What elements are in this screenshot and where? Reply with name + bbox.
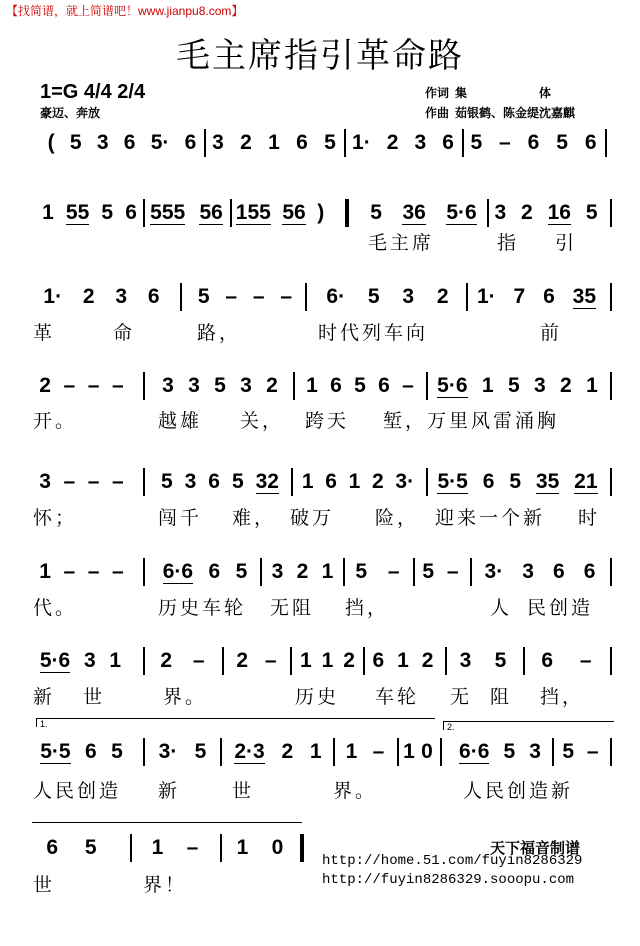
lyric: 人	[490, 598, 513, 619]
barline	[610, 372, 612, 400]
note: 1	[481, 374, 494, 397]
lyric: 越雄	[158, 411, 203, 432]
footer-url-2[interactable]: http://fuyin8286329.sooopu.com	[322, 872, 575, 888]
volta-1-label: 1.	[40, 719, 48, 729]
note: 5	[69, 131, 82, 154]
measure	[33, 739, 130, 765]
measure	[265, 559, 340, 585]
note: –	[186, 836, 199, 859]
note: 6	[553, 560, 565, 583]
note: 2	[296, 560, 309, 583]
note: 5·5	[437, 469, 468, 493]
note: 6	[125, 201, 137, 224]
note: 6	[482, 470, 495, 493]
lyric: 险，	[375, 508, 420, 529]
lyric: 前	[540, 323, 563, 344]
note: 2	[160, 649, 173, 672]
note: 2	[386, 131, 399, 154]
note: 3	[115, 285, 128, 308]
note: 3	[212, 131, 224, 154]
lyric: 历史车轮	[158, 598, 247, 619]
note: 5	[111, 740, 123, 763]
note: –	[112, 560, 124, 583]
lyric: 界。	[163, 687, 208, 708]
note: 555	[150, 200, 186, 224]
note: 1	[321, 649, 334, 672]
measure	[228, 648, 285, 674]
barline	[143, 372, 145, 400]
footer-brand: 天下福音制谱	[490, 840, 581, 857]
lyric: 破万	[290, 508, 335, 529]
note: –	[387, 560, 400, 583]
note: 6	[527, 131, 540, 154]
note: 5	[194, 740, 207, 763]
note: 1	[151, 836, 164, 859]
note: 1	[397, 649, 409, 672]
note: 56	[199, 200, 223, 224]
lyric: 毛主席	[368, 233, 435, 254]
note: 3	[533, 374, 546, 397]
key-signature: 1=G 4/4 2/4	[40, 81, 146, 103]
barline	[305, 283, 307, 311]
note: 16	[547, 200, 571, 224]
lyric: 难，	[232, 508, 277, 529]
volta-2-label: 2.	[447, 722, 455, 732]
note: 6	[541, 649, 554, 672]
lyric: 无	[450, 687, 473, 708]
note: 5	[470, 131, 483, 154]
note: 6	[184, 131, 197, 154]
measure	[315, 284, 460, 310]
measure	[33, 284, 170, 310]
lyric: 怀；	[33, 508, 78, 529]
lyric: 民创造	[527, 598, 594, 619]
note: –	[264, 649, 277, 672]
note: 5·6	[446, 200, 477, 224]
note: 6	[378, 374, 390, 397]
lyric: 引	[555, 233, 578, 254]
barline	[413, 558, 415, 586]
note: 3	[240, 374, 252, 397]
repeat-start-barline	[345, 199, 349, 227]
note: 6	[442, 131, 454, 154]
lyric: 历史	[295, 687, 340, 708]
volta-2-continuation	[32, 822, 302, 823]
note: 3	[96, 131, 109, 154]
note: –	[87, 470, 100, 493]
site-banner[interactable]: 【找简谱，就上简谱吧！www.jianpu8.com】	[6, 4, 244, 18]
barline	[363, 647, 365, 675]
measure	[360, 200, 487, 226]
note: –	[372, 740, 385, 763]
measure	[226, 739, 330, 765]
note: 1	[321, 560, 334, 583]
measure	[33, 559, 130, 585]
measure	[366, 648, 440, 674]
note: 5	[585, 201, 598, 224]
barline	[143, 738, 145, 766]
note: 35	[535, 469, 560, 493]
note: 6	[296, 131, 308, 154]
volta-1	[36, 718, 435, 727]
note: (	[47, 131, 55, 154]
note: –	[402, 374, 414, 397]
lyric: 世	[83, 687, 106, 708]
measure	[143, 200, 230, 226]
note: 35	[572, 284, 597, 308]
barline	[426, 372, 428, 400]
note: 5	[507, 374, 520, 397]
lyric: 人民创造新	[463, 781, 574, 802]
measure	[462, 130, 605, 156]
note: 6	[325, 470, 337, 493]
note: 7	[513, 285, 526, 308]
note: 5	[556, 131, 568, 154]
note: 6	[543, 285, 555, 308]
barline	[333, 738, 335, 766]
note: 3	[39, 470, 51, 493]
note: 2	[436, 285, 449, 308]
note: 3	[459, 649, 472, 672]
note: 0	[271, 836, 284, 859]
composer: 茹银鹤、陈金缇沈嘉麒	[455, 106, 576, 120]
note: 5	[494, 649, 507, 672]
note: 5	[354, 374, 366, 397]
lyric: 界！	[143, 875, 188, 896]
note: 0	[421, 740, 433, 763]
song-title: 毛主席指引革命路	[176, 37, 464, 75]
note: 1	[109, 649, 122, 672]
measure	[416, 559, 465, 585]
note: –	[87, 374, 100, 397]
note: –	[499, 131, 511, 154]
note: 2	[372, 470, 384, 493]
barline	[440, 738, 442, 766]
note: 5	[231, 470, 244, 493]
note: –	[112, 470, 124, 493]
measure	[150, 739, 215, 765]
note: 5	[370, 201, 382, 224]
lyric: 世	[33, 875, 56, 896]
note: 3	[402, 285, 415, 308]
note: 5·6	[39, 648, 71, 672]
note: 2	[82, 285, 95, 308]
barline	[130, 834, 132, 862]
note: 3·	[484, 560, 504, 583]
note: 5	[562, 740, 575, 763]
note: –	[192, 649, 205, 672]
note: 2	[421, 649, 434, 672]
measure	[155, 469, 285, 495]
lyric: 车轮	[375, 687, 420, 708]
note: –	[112, 374, 124, 397]
measure	[296, 469, 420, 495]
footer-url-1[interactable]: http://home.51.com/fuyin8286329	[322, 853, 583, 869]
lyric: 阻	[490, 687, 513, 708]
note: 1	[306, 374, 318, 397]
note: 6	[123, 131, 136, 154]
note: 3	[494, 201, 507, 224]
note: 5	[324, 131, 336, 154]
note: 5·6	[437, 373, 468, 397]
measure	[155, 373, 285, 399]
barline	[487, 199, 489, 227]
measure	[344, 130, 462, 156]
note: 56	[282, 200, 306, 224]
measure	[150, 648, 215, 674]
note: –	[280, 285, 293, 308]
note: 1	[299, 649, 312, 672]
measure	[475, 559, 605, 585]
barline	[610, 199, 612, 227]
volta-2	[443, 721, 614, 730]
note: 3	[188, 374, 200, 397]
note: 5	[503, 740, 516, 763]
note: 3	[184, 470, 197, 493]
note: –	[63, 470, 76, 493]
note: 6·6	[162, 559, 194, 583]
measure	[33, 835, 110, 861]
note: 6	[46, 836, 59, 859]
barline	[260, 558, 262, 586]
note: 3	[83, 649, 96, 672]
lyric: 时代列车向	[318, 323, 429, 344]
note: –	[63, 374, 76, 397]
measure	[338, 739, 392, 765]
note: 6·6	[459, 739, 490, 763]
barline	[445, 647, 447, 675]
lyric: 命	[113, 323, 136, 344]
measure	[33, 373, 130, 399]
lyric: 路，	[197, 323, 242, 344]
note: 1	[309, 740, 322, 763]
note: 6	[208, 560, 221, 583]
note: 3	[529, 740, 541, 763]
note: 2	[560, 374, 572, 397]
lyric: 挡，	[345, 598, 390, 619]
barline	[466, 283, 468, 311]
note: 21	[574, 469, 598, 493]
lyricist: 集 体	[455, 86, 552, 100]
note: 1	[348, 470, 361, 493]
measure	[140, 835, 210, 861]
barline	[343, 558, 345, 586]
note: 2	[343, 649, 355, 672]
note: 5·5	[40, 739, 71, 763]
barline	[610, 283, 612, 311]
lyric: 指	[497, 233, 520, 254]
note: )	[317, 201, 325, 224]
measure	[33, 648, 128, 674]
note: 6	[330, 374, 342, 397]
note: 6	[372, 649, 385, 672]
barline	[143, 558, 145, 586]
barline	[290, 647, 292, 675]
barline	[552, 738, 554, 766]
barline	[426, 468, 428, 496]
note: 1·	[352, 131, 371, 154]
lyric: 闯千	[158, 508, 203, 529]
lyric: 关，	[240, 411, 285, 432]
measure	[33, 469, 130, 495]
barline	[610, 468, 612, 496]
measure	[230, 200, 330, 226]
barline	[610, 558, 612, 586]
note: 6	[147, 285, 160, 308]
note: 1	[345, 740, 358, 763]
lyric: 人民创造	[33, 781, 122, 802]
lyric: 无阻	[270, 598, 315, 619]
note: 5	[422, 560, 435, 583]
note: 5	[101, 201, 114, 224]
barline	[470, 558, 472, 586]
lyric: 革	[33, 323, 56, 344]
barline	[610, 647, 612, 675]
note: –	[63, 560, 76, 583]
measure	[204, 130, 344, 156]
note: 5	[84, 836, 97, 859]
lyric: 开。	[33, 411, 78, 432]
measure	[487, 200, 605, 226]
note: 55	[65, 200, 90, 224]
measure	[468, 284, 605, 310]
barline	[180, 283, 182, 311]
lyric: 世	[232, 781, 255, 802]
note: 2	[240, 131, 252, 154]
measure	[225, 835, 295, 861]
note: 1	[236, 836, 249, 859]
lyric: 新	[158, 781, 181, 802]
note: 5	[509, 470, 521, 493]
barline	[344, 129, 346, 157]
measure	[190, 284, 300, 310]
measure	[155, 559, 255, 585]
note: 32	[255, 469, 279, 493]
measure	[300, 373, 420, 399]
note: 2	[39, 374, 51, 397]
note: 5	[235, 560, 248, 583]
note: –	[579, 649, 592, 672]
note: 5	[367, 285, 380, 308]
note: 2	[281, 740, 294, 763]
measure	[295, 648, 360, 674]
note: 3·	[158, 740, 178, 763]
measure	[556, 739, 605, 765]
lyric: 挡，	[540, 687, 585, 708]
note: 1	[403, 740, 415, 763]
note: 6·	[326, 285, 346, 308]
barline	[397, 738, 399, 766]
lyric: 时	[578, 508, 601, 529]
note: 2	[521, 201, 533, 224]
note: 6	[583, 560, 596, 583]
note: 6	[584, 131, 597, 154]
note: –	[252, 285, 265, 308]
barline	[230, 199, 232, 227]
barline	[291, 468, 293, 496]
note: 1	[39, 560, 51, 583]
note: 5·	[150, 131, 170, 154]
note: 3·	[395, 470, 415, 493]
note: 3	[162, 374, 174, 397]
lyric: 新	[33, 687, 56, 708]
measure	[400, 739, 436, 765]
note: 6	[208, 470, 220, 493]
note: 5	[214, 374, 226, 397]
barline	[143, 199, 145, 227]
note: –	[225, 285, 238, 308]
note: 2	[236, 649, 249, 672]
lyricist-label: 作词	[425, 86, 450, 100]
measure	[430, 373, 605, 399]
note: 3	[414, 131, 427, 154]
note: 2·3	[234, 739, 265, 763]
note: –	[87, 560, 100, 583]
note: 1	[42, 201, 54, 224]
lyric: 迎来一个新	[435, 508, 546, 529]
lyric: 跨天	[305, 411, 350, 432]
measure	[528, 648, 605, 674]
note: 36	[402, 200, 426, 224]
note: 1	[301, 470, 314, 493]
note: 3	[271, 560, 284, 583]
composer-label: 作曲	[425, 106, 450, 120]
note: 5	[355, 560, 368, 583]
barline	[143, 647, 145, 675]
lyric: 堑，万里风雷涌胸	[383, 411, 560, 432]
barline	[523, 647, 525, 675]
note: 1·	[476, 285, 496, 308]
note: 5	[160, 470, 173, 493]
note: 2	[266, 374, 278, 397]
barline	[220, 834, 222, 862]
note: 5	[197, 285, 210, 308]
note: 6	[84, 740, 97, 763]
lyric: 代。	[33, 598, 78, 619]
measure	[452, 739, 548, 765]
final-barline	[300, 834, 304, 862]
note: 155	[235, 200, 271, 224]
performance-mood: 豪迈、奔放	[40, 106, 101, 120]
note: 1·	[43, 285, 63, 308]
measure	[36, 200, 143, 226]
barline	[293, 372, 295, 400]
barline	[222, 647, 224, 675]
note: 3	[522, 560, 534, 583]
barline	[605, 129, 607, 157]
note: 1	[268, 131, 280, 154]
note: –	[586, 740, 599, 763]
measure	[430, 469, 605, 495]
barline	[143, 468, 145, 496]
measure	[345, 559, 410, 585]
lyric: 界。	[333, 781, 378, 802]
measure	[448, 648, 518, 674]
barline	[220, 738, 222, 766]
barline	[610, 738, 612, 766]
measure	[40, 130, 204, 156]
barline	[462, 129, 464, 157]
note: –	[446, 560, 459, 583]
note: 1	[586, 374, 598, 397]
barline	[204, 129, 206, 157]
